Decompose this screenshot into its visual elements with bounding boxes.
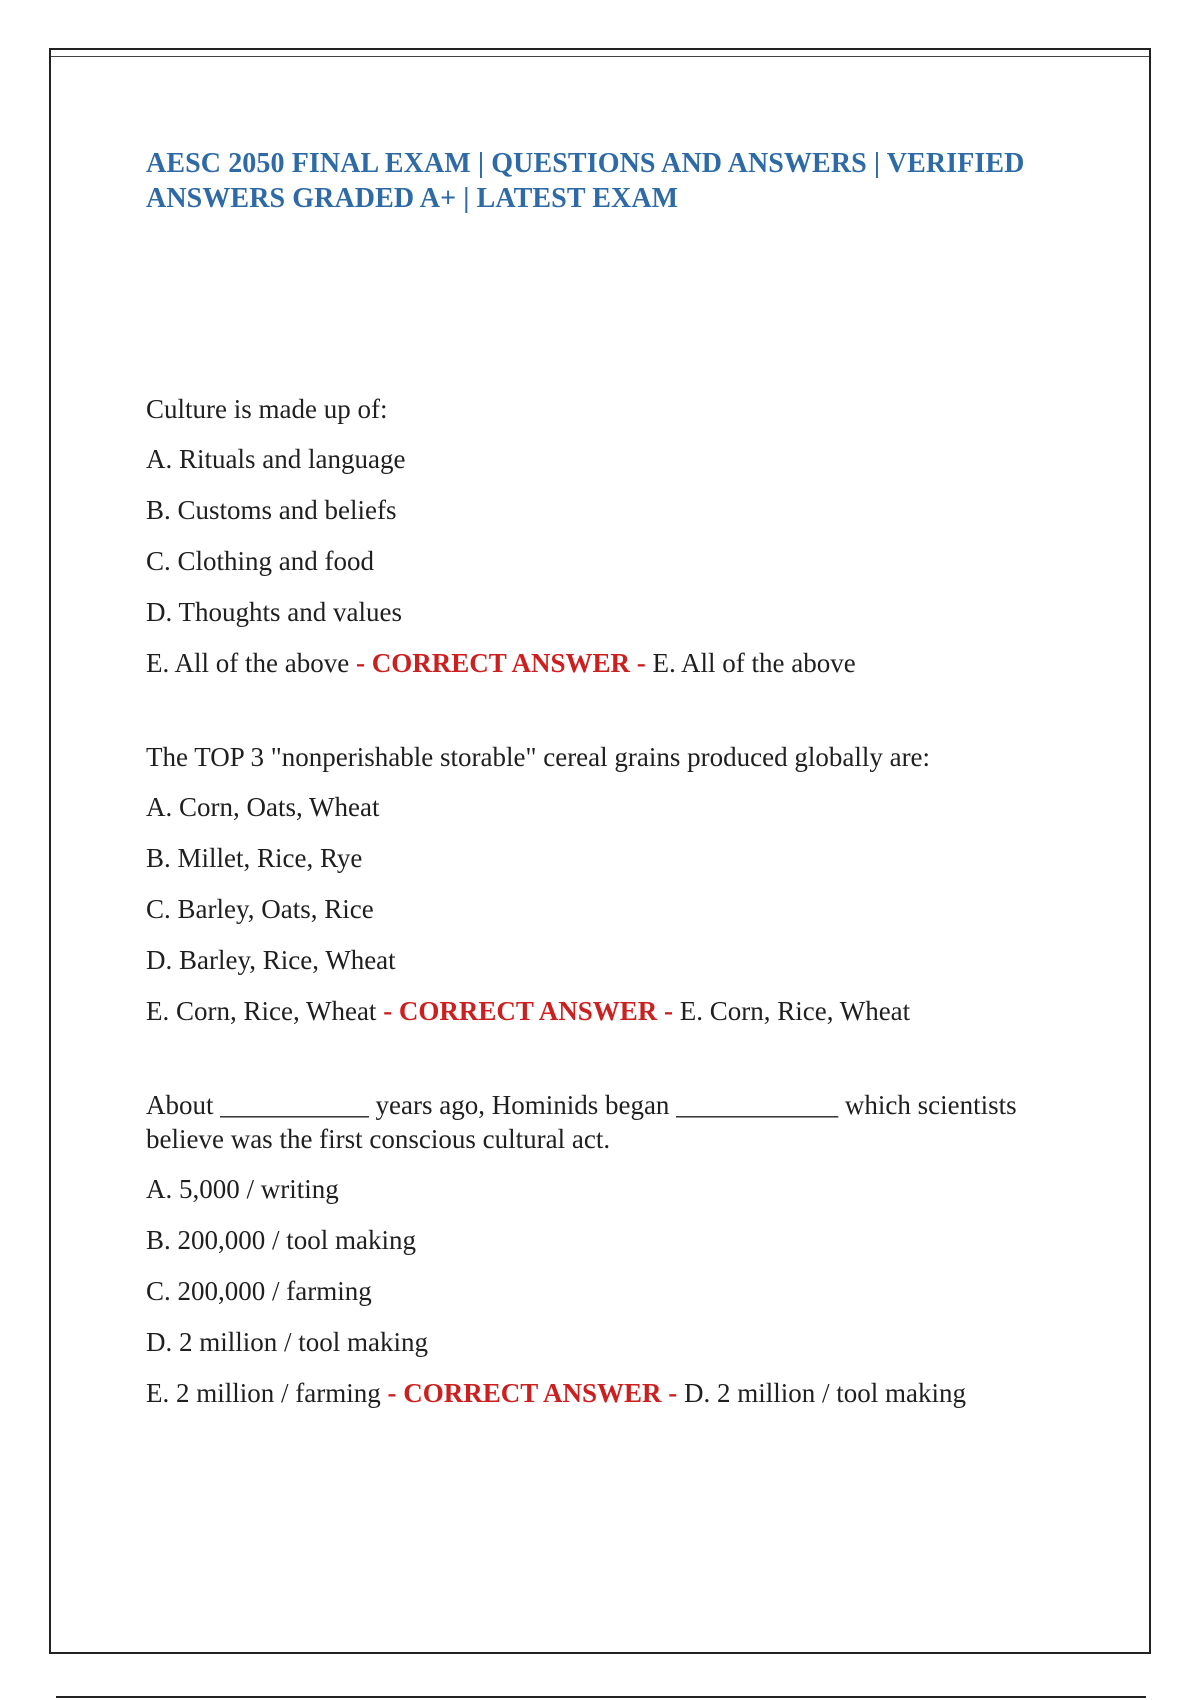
question-2 bbox=[146, 740, 1046, 1028]
correct-answer-label: - CORRECT ANSWER - bbox=[383, 996, 673, 1026]
question-text: Culture is made up of: bbox=[146, 394, 388, 424]
option-e: E. All of the above bbox=[146, 648, 350, 678]
option-d: D. Barley, Rice, Wheat bbox=[146, 945, 396, 975]
option-b: B. 200,000 / tool making bbox=[146, 1225, 416, 1255]
option-d: D. 2 million / tool making bbox=[146, 1327, 428, 1357]
correct-answer-label: - CORRECT ANSWER - bbox=[387, 1378, 678, 1408]
correct-answer-text: E. Corn, Rice, Wheat bbox=[679, 996, 911, 1026]
option-a: A. Corn, Oats, Wheat bbox=[146, 792, 380, 822]
option-b: B. Millet, Rice, Rye bbox=[146, 843, 363, 873]
correct-answer-text: D. 2 million / tool making bbox=[684, 1378, 967, 1408]
option-b: B. Customs and beliefs bbox=[146, 495, 397, 525]
option-a: A. 5,000 / writing bbox=[146, 1174, 339, 1204]
question-list bbox=[146, 392, 1046, 1410]
option-c: C. 200,000 / farming bbox=[146, 1276, 372, 1306]
correct-answer-label: - CORRECT ANSWER - bbox=[355, 648, 646, 678]
option-e-with-answer bbox=[146, 994, 1046, 1028]
option-c: C. Clothing and food bbox=[146, 546, 374, 576]
question-text: The TOP 3 "nonperishable storable" cereal grains produced globally are: bbox=[146, 742, 931, 772]
option-e: E. 2 million / farming bbox=[146, 1378, 381, 1408]
document-content bbox=[146, 146, 1046, 1470]
option-e-with-answer bbox=[146, 646, 1046, 680]
option-e: E. Corn, Rice, Wheat bbox=[146, 996, 377, 1026]
correct-answer-text: E. All of the above bbox=[652, 648, 856, 678]
question-3 bbox=[146, 1088, 1046, 1410]
option-a: A. Rituals and language bbox=[146, 444, 406, 474]
option-d: D. Thoughts and values bbox=[146, 597, 402, 627]
document-title: AESC 2050 FINAL EXAM | QUESTIONS AND ANSWERS | VERIFIED ANSWERS GRADED A+ | LATEST EXAM bbox=[146, 148, 1025, 214]
option-e-with-answer bbox=[146, 1376, 1046, 1410]
page-border-top-line bbox=[51, 56, 1149, 57]
option-c: C. Barley, Oats, Rice bbox=[146, 894, 374, 924]
question-1 bbox=[146, 392, 1046, 680]
footer-divider bbox=[56, 1696, 1146, 1698]
question-text: About ___________ years ago, Hominids began ____________ which scientists believe was the first conscious cultural act. bbox=[146, 1090, 1017, 1154]
